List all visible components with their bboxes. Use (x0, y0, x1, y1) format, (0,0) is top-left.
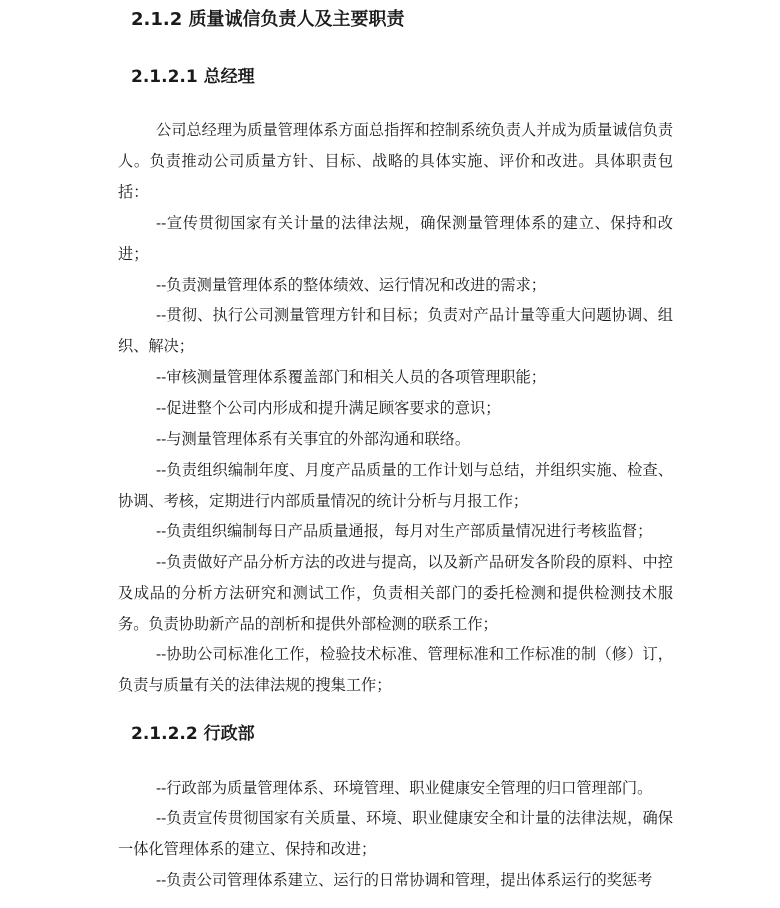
paragraph-gm-duty-6: --与测量管理体系有关事宜的外部沟通和联络。 (156, 430, 471, 448)
paragraph-gm-duty-9: --负责做好产品分析方法的改进与提高，以及新产品研发各阶段的原料、中控及成品的分析方法研究和测试工作，负责相关部门的委托检测和提供检测技术服务。负责协助新产品的剖析和提供外部检测的联系工作； (118, 553, 673, 633)
paragraph-gm-duty-4: --审核测量管理体系覆盖部门和相关人员的各项管理职能； (156, 368, 546, 386)
paragraph-gm-intro: 公司总经理为质量管理体系方面总指挥和控制系统负责人并成为质量诚信负责人。负责推动公司质量方针、目标、战略的具体实施、评价和改进。具体职责包括： (118, 121, 673, 201)
paragraph-gm-duty-7: --负责组织编制年度、月度产品质量的工作计划与总结，并组织实施、检查、协调、考核，定期进行内部质量情况的统计分析与月报工作； (118, 461, 673, 510)
paragraph-gm-duty-8: --负责组织编制每日产品质量通报，每月对生产部质量情况进行考核监督； (156, 522, 653, 540)
section-heading: 2.1.2 质量诚信负责人及主要职责 (131, 9, 405, 30)
paragraph-gm-duty-10: --协助公司标准化工作，检验技术标准、管理标准和工作标准的制（修）订，负责与质量有关的法律法规的搜集工作； (118, 645, 673, 694)
paragraph-gm-duty-2: --负责测量管理体系的整体绩效、运行情况和改进的需求； (156, 276, 546, 294)
paragraph-gm-duty-1: --宣传贯彻国家有关计量的法律法规，确保测量管理体系的建立、保持和改进； (118, 214, 673, 263)
subsection-heading-admin-dept: 2.1.2.2 行政部 (131, 724, 255, 744)
paragraph-gm-duty-5: --促进整个公司内形成和提升满足顾客要求的意识； (156, 399, 501, 417)
paragraph-admin-duty-1: --行政部为质量管理体系、环境管理、职业健康安全管理的归口管理部门。 (156, 779, 653, 797)
paragraph-gm-duty-3: --贯彻、执行公司测量管理方针和目标；负责对产品计量等重大问题协调、组织、解决； (118, 306, 673, 355)
paragraph-admin-duty-2: --负责宣传贯彻国家有关质量、环境、职业健康安全和计量的法律法规，确保一体化管理体系的建立、保持和改进； (118, 809, 673, 858)
paragraph-admin-duty-3: --负责公司管理体系建立、运行的日常协调和管理，提出体系运行的奖惩考 (156, 871, 653, 889)
subsection-heading-general-manager: 2.1.2.1 总经理 (131, 67, 255, 87)
